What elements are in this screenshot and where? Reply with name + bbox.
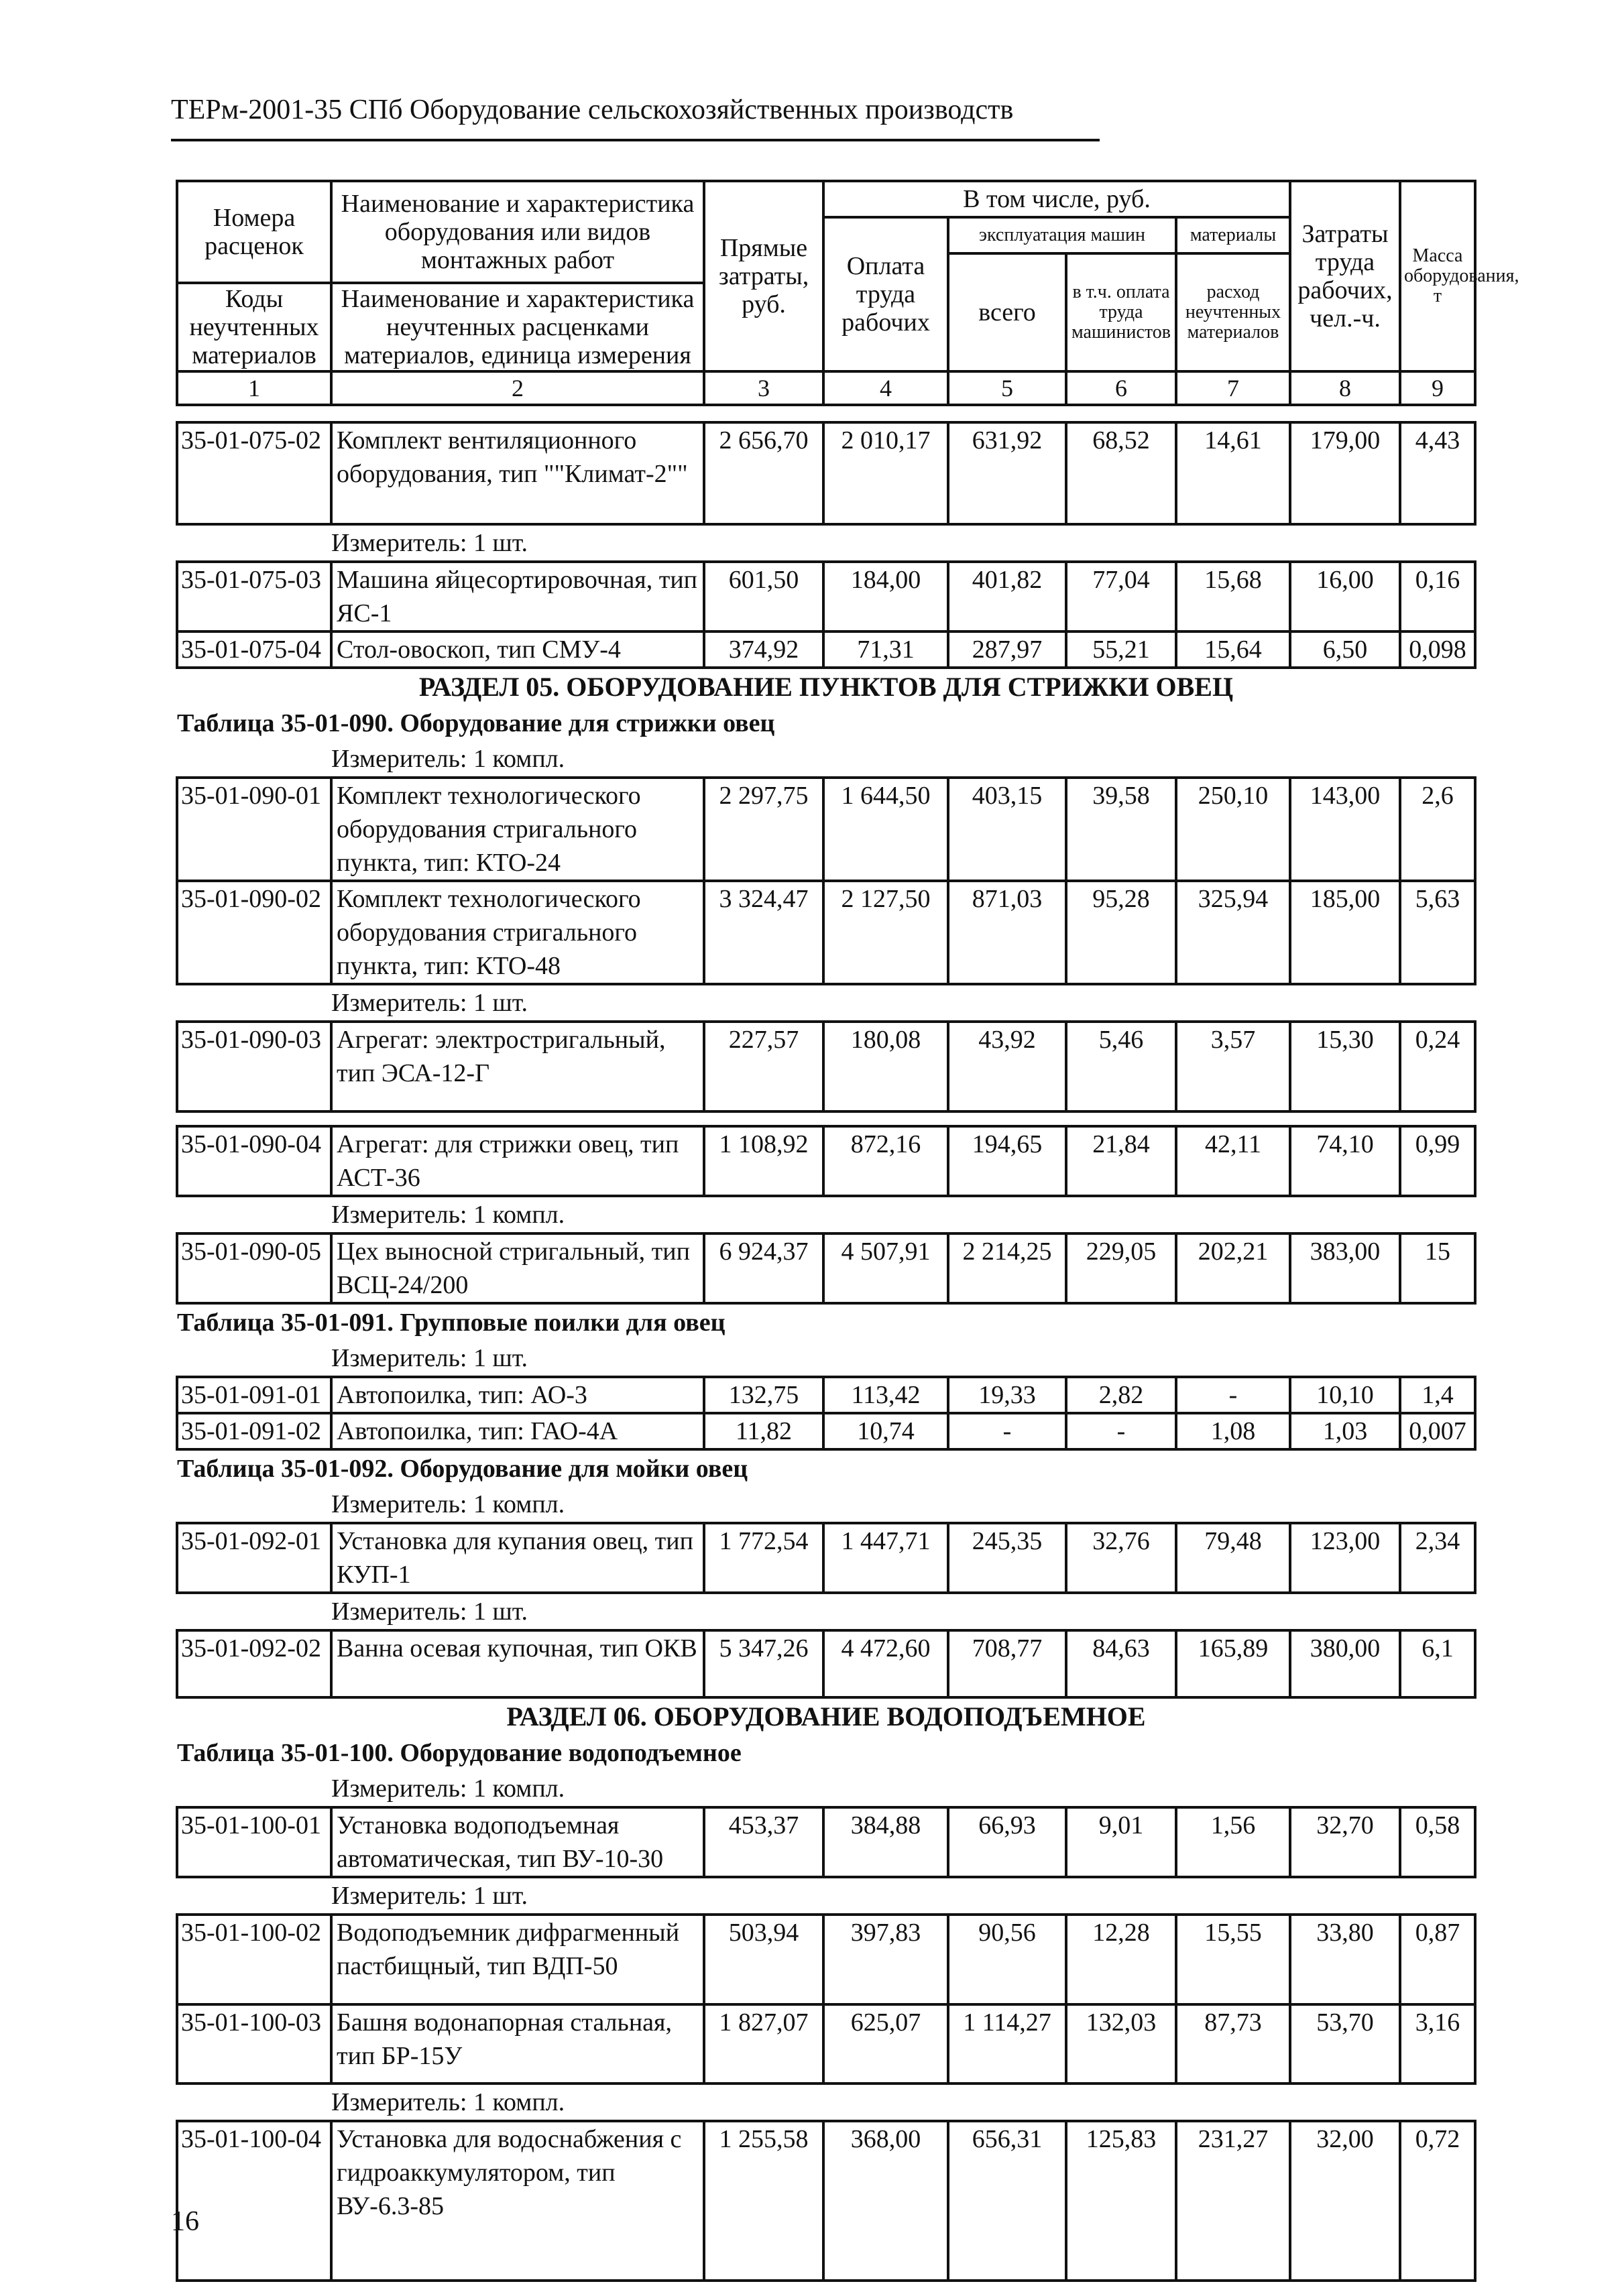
materials: 202,21 — [1176, 1233, 1290, 1303]
direct-cost: 2 656,70 — [704, 422, 823, 524]
measure-label: Измеритель: 1 компл. — [331, 1490, 565, 1518]
column-header-table — [176, 180, 1519, 406]
machinist-pay: 39,58 — [1066, 778, 1176, 881]
machines-total: 401,82 — [948, 562, 1066, 631]
materials: 231,27 — [1176, 2121, 1290, 2281]
table-title: Таблица 35-01-091. Групповые поилки для овец — [177, 1309, 726, 1337]
materials: - — [1176, 1377, 1290, 1413]
machines-total: 194,65 — [948, 1126, 1066, 1196]
table-title-row — [177, 705, 1475, 741]
machines-total: 43,92 — [948, 1022, 1066, 1111]
labor-pay: 113,42 — [823, 1377, 948, 1413]
mass: 3,16 — [1400, 2004, 1475, 2083]
rate-name: Комплект вентиляционного оборудования, тип ""Климат-2"" — [331, 422, 704, 524]
rate-code: 35-01-100-04 — [177, 2121, 331, 2281]
direct-cost: 6 924,37 — [704, 1233, 823, 1303]
labor-cost: 143,00 — [1290, 778, 1400, 881]
mass: 15 — [1400, 1233, 1475, 1303]
labor-pay: 384,88 — [823, 1807, 948, 1877]
rate-name: Автопоилка, тип: АО-3 — [331, 1377, 704, 1413]
table-row — [177, 778, 1475, 881]
table-row — [177, 631, 1475, 668]
col-number: 2 — [331, 371, 704, 405]
materials: 1,08 — [1176, 1413, 1290, 1449]
measure-label: Измеритель: 1 компл. — [331, 745, 565, 773]
labor-pay: 180,08 — [823, 1022, 948, 1111]
materials: 3,57 — [1176, 1022, 1290, 1111]
rate-code: 35-01-075-03 — [177, 562, 331, 631]
col-number: 8 — [1290, 371, 1400, 405]
machines-total: 1 114,27 — [948, 2004, 1066, 2083]
rate-name: Установка для водоснабжения с гидроаккумулятором, тип ВУ-6.3-85 — [331, 2121, 704, 2281]
col-labor-pay: Оплата труда рабочих — [823, 217, 948, 371]
measure-row — [177, 1341, 1475, 1377]
rates-table — [176, 421, 1476, 2282]
measure-row — [177, 1877, 1475, 1915]
direct-cost: 1 255,58 — [704, 2121, 823, 2281]
labor-cost: 74,10 — [1290, 1126, 1400, 1196]
table-row — [177, 881, 1475, 984]
materials: 15,68 — [1176, 562, 1290, 631]
table-title-row — [177, 1735, 1475, 1771]
rate-name: Башня водонапорная стальная, тип БР-15У — [331, 2004, 704, 2083]
col-number: 5 — [948, 371, 1066, 405]
labor-pay: 10,74 — [823, 1413, 948, 1449]
machinist-pay: 229,05 — [1066, 1233, 1176, 1303]
rate-name: Агрегат: для стрижки овец, тип АСТ-36 — [331, 1126, 704, 1196]
measure-label: Измеритель: 1 шт. — [331, 529, 528, 557]
machinist-pay: 2,82 — [1066, 1377, 1176, 1413]
measure-label: Измеритель: 1 шт. — [331, 1882, 528, 1910]
measure-row — [177, 984, 1475, 1022]
direct-cost: 374,92 — [704, 631, 823, 668]
mass: 0,098 — [1400, 631, 1475, 668]
col-number: 7 — [1176, 371, 1290, 405]
measure-row — [177, 1196, 1475, 1233]
col-machines: эксплуатация машин — [948, 217, 1176, 253]
table-title-row — [177, 1303, 1475, 1341]
mass: 1,4 — [1400, 1377, 1475, 1413]
direct-cost: 3 324,47 — [704, 881, 823, 984]
table-title: Таблица 35-01-092. Оборудование для мойки овец — [177, 1455, 748, 1483]
rate-name: Комплект технологического оборудования стригального пункта, тип: КТО-48 — [331, 881, 704, 984]
labor-cost: 53,70 — [1290, 2004, 1400, 2083]
mass: 0,87 — [1400, 1915, 1475, 2004]
machinist-pay: 95,28 — [1066, 881, 1176, 984]
measure-row — [177, 1593, 1475, 1630]
labor-pay: 368,00 — [823, 2121, 948, 2281]
machines-total: 90,56 — [948, 1915, 1066, 2004]
measure-label: Измеритель: 1 шт. — [331, 1597, 528, 1626]
measure-row — [177, 741, 1475, 778]
rate-code: 35-01-092-02 — [177, 1630, 331, 1697]
rate-code: 35-01-090-04 — [177, 1126, 331, 1196]
measure-row — [177, 2083, 1475, 2121]
direct-cost: 2 297,75 — [704, 778, 823, 881]
rate-name: Машина яйцесортировочная, тип ЯС-1 — [331, 562, 704, 631]
machines-total: 2 214,25 — [948, 1233, 1066, 1303]
materials: 42,11 — [1176, 1126, 1290, 1196]
col-codes-top: Номера расценок — [177, 181, 331, 283]
labor-cost: 33,80 — [1290, 1915, 1400, 2004]
col-name-top: Наименование и характеристика оборудования или видов монтажных работ — [331, 181, 704, 283]
machinist-pay: 68,52 — [1066, 422, 1176, 524]
col-mass: Масса оборудования, т — [1400, 181, 1475, 371]
materials: 15,64 — [1176, 631, 1290, 668]
table-row — [177, 1377, 1475, 1413]
page-header: ТЕРм-2001-35 СПб Оборудование сельскохозяйственных производств — [171, 95, 1014, 125]
measure-row — [177, 1487, 1475, 1523]
rate-code: 35-01-075-04 — [177, 631, 331, 668]
mass: 0,16 — [1400, 562, 1475, 631]
labor-cost: 6,50 — [1290, 631, 1400, 668]
rate-code: 35-01-091-02 — [177, 1413, 331, 1449]
materials: 250,10 — [1176, 778, 1290, 881]
labor-cost: 10,10 — [1290, 1377, 1400, 1413]
col-direct: Прямые затраты, руб. — [704, 181, 823, 371]
rate-code: 35-01-091-01 — [177, 1377, 331, 1413]
measure-label: Измеритель: 1 компл. — [331, 1201, 565, 1229]
table-row — [177, 1915, 1475, 2004]
section-title: РАЗДЕЛ 06. ОБОРУДОВАНИЕ ВОДОПОДЪЕМНОЕ — [506, 1701, 1146, 1732]
direct-cost: 132,75 — [704, 1377, 823, 1413]
direct-cost: 11,82 — [704, 1413, 823, 1449]
table-title: Таблица 35-01-100. Оборудование водоподъемное — [177, 1739, 742, 1767]
column-numbers-row — [177, 371, 1475, 405]
labor-pay: 71,31 — [823, 631, 948, 668]
mass: 6,1 — [1400, 1630, 1475, 1697]
direct-cost: 227,57 — [704, 1022, 823, 1111]
direct-cost: 601,50 — [704, 562, 823, 631]
measure-label: Измеритель: 1 компл. — [331, 2088, 565, 2116]
rate-name: Установка для купания овец, тип КУП-1 — [331, 1523, 704, 1593]
mass: 0,58 — [1400, 1807, 1475, 1877]
table-row — [177, 1126, 1475, 1196]
machines-total: 708,77 — [948, 1630, 1066, 1697]
mass: 5,63 — [1400, 881, 1475, 984]
measure-row — [177, 1771, 1475, 1807]
machines-total: 631,92 — [948, 422, 1066, 524]
machines-total: 66,93 — [948, 1807, 1066, 1877]
mass: 0,72 — [1400, 2121, 1475, 2281]
labor-cost: 32,70 — [1290, 1807, 1400, 1877]
rate-name: Цех выносной стригальный, тип ВСЦ-24/200 — [331, 1233, 704, 1303]
direct-cost: 1 772,54 — [704, 1523, 823, 1593]
table-row — [177, 1233, 1475, 1303]
machinist-pay: 21,84 — [1066, 1126, 1176, 1196]
machines-total: 871,03 — [948, 881, 1066, 984]
rate-name: Агрегат: электростригальный, тип ЭСА-12-Г — [331, 1022, 704, 1111]
materials: 165,89 — [1176, 1630, 1290, 1697]
header-rule — [171, 139, 1100, 141]
rate-code: 35-01-100-01 — [177, 1807, 331, 1877]
materials: 87,73 — [1176, 2004, 1290, 2083]
mass: 4,43 — [1400, 422, 1475, 524]
col-incl: В том числе, руб. — [823, 181, 1290, 217]
labor-cost: 123,00 — [1290, 1523, 1400, 1593]
col-machinist-pay: в т.ч. оплата труда машинистов — [1066, 253, 1176, 371]
labor-pay: 4 472,60 — [823, 1630, 948, 1697]
table-title-row — [177, 1449, 1475, 1487]
rate-code: 35-01-090-01 — [177, 778, 331, 881]
measure-label: Измеритель: 1 шт. — [331, 1344, 528, 1372]
machinist-pay: 12,28 — [1066, 1915, 1176, 2004]
col-materials: материалы — [1176, 217, 1290, 253]
materials: 15,55 — [1176, 1915, 1290, 2004]
measure-label: Измеритель: 1 шт. — [331, 989, 528, 1017]
rate-name: Установка водоподъемная автоматическая, тип ВУ-10-30 — [331, 1807, 704, 1877]
labor-cost: 15,30 — [1290, 1022, 1400, 1111]
direct-cost: 5 347,26 — [704, 1630, 823, 1697]
machines-total: 656,31 — [948, 2121, 1066, 2281]
table-row — [177, 562, 1475, 631]
materials: 79,48 — [1176, 1523, 1290, 1593]
direct-cost: 503,94 — [704, 1915, 823, 2004]
direct-cost: 1 108,92 — [704, 1126, 823, 1196]
machinist-pay: 55,21 — [1066, 631, 1176, 668]
gap-row — [177, 1111, 1475, 1126]
machinist-pay: 132,03 — [1066, 2004, 1176, 2083]
labor-pay: 184,00 — [823, 562, 948, 631]
labor-pay: 2 127,50 — [823, 881, 948, 984]
rate-name: Автопоилка, тип: ГАО-4А — [331, 1413, 704, 1449]
labor-pay: 625,07 — [823, 2004, 948, 2083]
labor-cost: 380,00 — [1290, 1630, 1400, 1697]
machinist-pay: 84,63 — [1066, 1630, 1176, 1697]
labor-cost: 32,00 — [1290, 2121, 1400, 2281]
table-row — [177, 2004, 1475, 2083]
rate-code: 35-01-090-05 — [177, 1233, 331, 1303]
machinist-pay: 125,83 — [1066, 2121, 1176, 2281]
col-total: всего — [948, 253, 1066, 371]
machines-total: 245,35 — [948, 1523, 1066, 1593]
col-number: 1 — [177, 371, 331, 405]
col-number: 6 — [1066, 371, 1176, 405]
machinist-pay: 9,01 — [1066, 1807, 1176, 1877]
measure-label: Измеритель: 1 компл. — [331, 1774, 565, 1803]
section-title: РАЗДЕЛ 05. ОБОРУДОВАНИЕ ПУНКТОВ ДЛЯ СТРИЖКИ ОВЕЦ — [418, 672, 1234, 702]
mass: 2,34 — [1400, 1523, 1475, 1593]
labor-pay: 872,16 — [823, 1126, 948, 1196]
machines-total: 287,97 — [948, 631, 1066, 668]
machines-total: 403,15 — [948, 778, 1066, 881]
rate-name: Ванна осевая купочная, тип ОКВ — [331, 1630, 704, 1697]
labor-pay: 1 644,50 — [823, 778, 948, 881]
labor-cost: 179,00 — [1290, 422, 1400, 524]
col-unaccounted: расход неучтенных материалов — [1176, 253, 1290, 371]
rate-code: 35-01-090-03 — [177, 1022, 331, 1111]
mass: 2,6 — [1400, 778, 1475, 881]
table-row — [177, 422, 1475, 524]
table-row — [177, 1413, 1475, 1449]
col-number: 4 — [823, 371, 948, 405]
machinist-pay: 32,76 — [1066, 1523, 1176, 1593]
table-row — [177, 1807, 1475, 1877]
labor-cost: 1,03 — [1290, 1413, 1400, 1449]
machinist-pay: 77,04 — [1066, 562, 1176, 631]
materials: 325,94 — [1176, 881, 1290, 984]
section-title-row — [177, 1697, 1475, 1735]
labor-pay: 1 447,71 — [823, 1523, 948, 1593]
col-codes-bottom: Коды неучтенных материалов — [177, 283, 331, 371]
mass: 0,99 — [1400, 1126, 1475, 1196]
machinist-pay: 5,46 — [1066, 1022, 1176, 1111]
col-name-bottom: Наименование и характеристика неучтенных расценками материалов, единица измерения — [331, 283, 704, 371]
machines-total: 19,33 — [948, 1377, 1066, 1413]
rate-code: 35-01-090-02 — [177, 881, 331, 984]
page-number: 16 — [171, 2206, 199, 2237]
col-number: 3 — [704, 371, 823, 405]
materials: 14,61 — [1176, 422, 1290, 524]
labor-cost: 16,00 — [1290, 562, 1400, 631]
rate-name: Комплект технологического оборудования стригального пункта, тип: КТО-24 — [331, 778, 704, 881]
materials: 1,56 — [1176, 1807, 1290, 1877]
mass: 0,007 — [1400, 1413, 1475, 1449]
mass: 0,24 — [1400, 1022, 1475, 1111]
table-title: Таблица 35-01-090. Оборудование для стрижки овец — [177, 709, 775, 737]
measure-row — [177, 524, 1475, 562]
labor-cost: 185,00 — [1290, 881, 1400, 984]
labor-pay: 397,83 — [823, 1915, 948, 2004]
rate-code: 35-01-100-03 — [177, 2004, 331, 2083]
table-row — [177, 2121, 1475, 2281]
table-row — [177, 1022, 1475, 1111]
rate-code: 35-01-100-02 — [177, 1915, 331, 2004]
rate-name: Водоподъемник дифрагменный пастбищный, тип ВДП-50 — [331, 1915, 704, 2004]
direct-cost: 1 827,07 — [704, 2004, 823, 2083]
rate-name: Стол-овоскоп, тип СМУ-4 — [331, 631, 704, 668]
rate-code: 35-01-075-02 — [177, 422, 331, 524]
section-title-row — [177, 668, 1475, 705]
rate-code: 35-01-092-01 — [177, 1523, 331, 1593]
machines-total: - — [948, 1413, 1066, 1449]
table-row — [177, 1523, 1475, 1593]
machinist-pay: - — [1066, 1413, 1176, 1449]
labor-pay: 4 507,91 — [823, 1233, 948, 1303]
labor-pay: 2 010,17 — [823, 422, 948, 524]
direct-cost: 453,37 — [704, 1807, 823, 1877]
labor-cost: 383,00 — [1290, 1233, 1400, 1303]
table-row — [177, 1630, 1475, 1697]
col-labor-cost: Затраты труда рабочих, чел.-ч. — [1290, 181, 1400, 371]
col-number: 9 — [1400, 371, 1475, 405]
